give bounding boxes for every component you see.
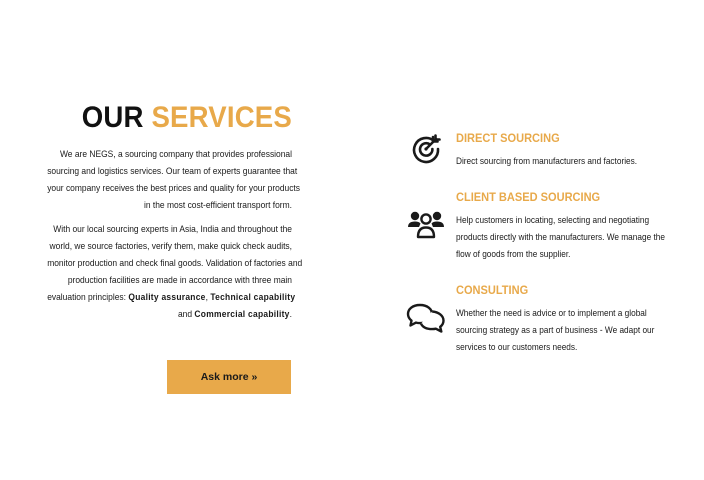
service-title: CONSULTING [456,283,529,297]
service-desc-line: products directly with the manufacturers. We manage the [456,232,665,242]
service-title: DIRECT SOURCING [456,131,560,145]
principle-separator: , [205,291,211,302]
body-line: world, we source factories, verify them, make quick check audits, [49,240,293,251]
principles-prefix: evaluation principles: [47,291,129,302]
service-desc-line: flow of goods from the supplier. [456,249,571,259]
principles-line [47,288,296,305]
service-desc-line: sourcing strategy as a part of business - We adapt our [456,325,655,335]
title-word-our: OUR [81,101,144,134]
intro-paragraph [47,145,300,213]
service-desc-line: services to our customers needs. [456,342,578,352]
principle-commercial: Commercial capability [194,308,290,319]
principle-and: and [177,308,195,319]
intro-line: sourcing and logistics services. Our team of experts guarantee that [47,165,298,176]
intro-line: We are NEGS, a sourcing company that provides professional [59,148,292,159]
services-intro [20,100,303,329]
service-description [456,305,672,356]
intro-line: your company receives the best prices and quality for your products [47,182,300,193]
service-description [456,153,672,170]
principle-technical: Technical capability [210,291,296,302]
service-consulting [404,283,694,363]
body-paragraph [47,220,303,322]
ask-more-button[interactable]: Ask more » [167,360,291,394]
principle-end: . [289,308,292,319]
service-direct-sourcing [404,131,694,171]
page-title [42,100,292,136]
service-title: CLIENT BASED SOURCING [456,190,601,204]
target-icon [404,131,448,167]
service-client-based-sourcing [404,190,694,270]
body-line: With our local sourcing experts in Asia, India and throughout the [53,223,292,234]
chat-bubbles-icon [404,300,448,336]
principle-quality: Quality assurance [128,291,206,302]
title-word-services: SERVICES [151,101,292,134]
intro-line: in the most cost-efficient transport form. [143,199,292,210]
users-icon [404,206,448,242]
body-line: monitor production and check final goods. Validation of factories and [47,257,303,268]
principles-line-end [47,305,292,322]
service-desc-line: Help customers in locating, selecting and negotiating [456,215,650,225]
service-description [456,212,672,263]
service-desc-line: Direct sourcing from manufacturers and factories. [456,156,638,166]
service-desc-line: Whether the need is advice or to implement a global [456,308,647,318]
body-line: production facilities are made in accordance with three main [67,274,292,285]
